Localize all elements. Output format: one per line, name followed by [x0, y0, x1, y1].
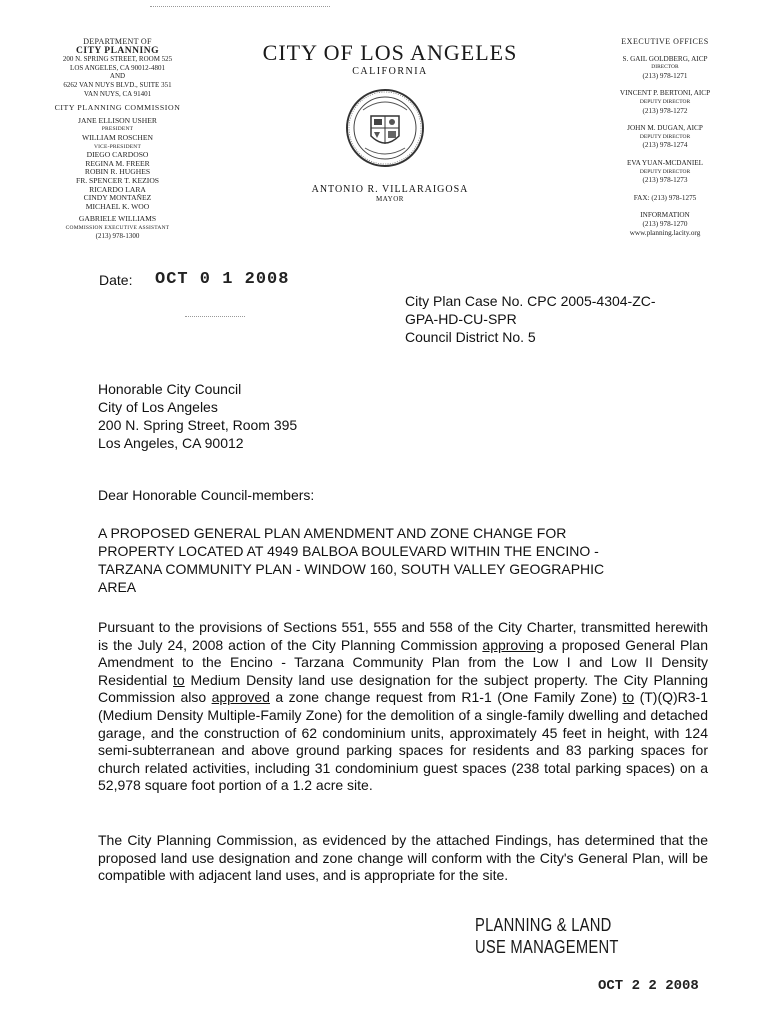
- officer-phone: (213) 978-1273: [642, 176, 688, 185]
- member-name: WILLIAM ROSCHEN: [81, 132, 154, 142]
- case-reference: [405, 292, 715, 346]
- council-district: Council District No. 5: [405, 329, 536, 345]
- mayor-title: MAYOR: [376, 195, 404, 203]
- date-stamp: OCT 0 1 2008: [155, 270, 290, 289]
- salutation: Dear Honorable Council-members:: [98, 487, 315, 503]
- city-seal-icon: [345, 88, 425, 168]
- address1-line1: 200 N. SPRING STREET, ROOM 525: [62, 55, 173, 64]
- approved-emphasis: approved: [211, 689, 270, 706]
- received-stamp: [475, 914, 619, 958]
- address2-line1: 6262 VAN NUYS BLVD., SUITE 351: [63, 80, 172, 89]
- member-role: PRESIDENT: [101, 126, 134, 133]
- officer-role: DIRECTOR: [651, 64, 679, 71]
- subject-line4: AREA: [98, 579, 137, 595]
- officer-name: VINCENT P. BERTONI, AICP: [619, 89, 711, 98]
- website-link[interactable]: www.planning.lacity.org: [629, 228, 701, 237]
- fax-number: FAX: (213) 978-1275: [633, 193, 697, 202]
- recipient-line4: Los Angeles, CA 90012: [98, 435, 244, 451]
- dept-line2: CITY PLANNING: [76, 45, 159, 56]
- stamp-line2: USE MANAGEMENT: [475, 937, 619, 957]
- officer-phone: (213) 978-1271: [642, 71, 688, 80]
- commission-title: CITY PLANNING COMMISSION: [54, 103, 181, 113]
- recipient-address: [98, 380, 297, 452]
- mayor-name: ANTONIO R. VILLARAIGOSA: [311, 184, 469, 195]
- member-name: JANE ELLISON USHER: [78, 115, 157, 125]
- assistant-name: GABRIELE WILLIAMS: [78, 214, 157, 224]
- scan-artifact: [185, 316, 245, 317]
- member-name: MICHAEL K. WOO: [85, 201, 150, 211]
- member-name: ROBIN R. HUGHES: [84, 167, 151, 177]
- executive-offices-block: [600, 38, 730, 237]
- assistant-phone: (213) 978-1300: [95, 232, 140, 241]
- stamp-line1: PLANNING & LAND: [475, 915, 612, 935]
- state-title: CALIFORNIA: [352, 66, 428, 77]
- member-name: REGINA M. FREER: [85, 158, 150, 168]
- member-name: FR. SPENCER T. KEZIOS: [75, 175, 160, 185]
- assistant-role: COMMISSION EXECUTIVE ASSISTANT: [65, 224, 170, 231]
- received-stamp-date: OCT 2 2 2008: [598, 978, 699, 994]
- officer-phone: (213) 978-1274: [642, 141, 688, 150]
- information-phone: (213) 978-1270: [642, 219, 688, 228]
- body-paragraph-2: The City Planning Commission, as evidenced by the attached Findings, has determined that the proposed land use designation and zone change will conform with the City's General Plan, will be compatible with adjacent land uses, and is appropriate for the site.: [98, 832, 708, 884]
- commission-members: [30, 117, 205, 212]
- officer-phone: (213) 978-1272: [642, 106, 688, 115]
- subject-line2: PROPERTY LOCATED AT 4949 BALBOA BOULEVARD WITHIN THE ENCINO -: [98, 543, 599, 559]
- to-emphasis: to: [173, 671, 185, 688]
- recipient-line3: 200 N. Spring Street, Room 395: [98, 417, 298, 433]
- case-number-line2: GPA-HD-CU-SPR: [405, 311, 517, 327]
- subject-line3: TARZANA COMMUNITY PLAN - WINDOW 160, SOUTH VALLEY GEOGRAPHIC: [98, 561, 605, 577]
- recipient-line2: City of Los Angeles: [98, 399, 218, 415]
- subject-line1: A PROPOSED GENERAL PLAN AMENDMENT AND ZONE CHANGE FOR: [98, 525, 567, 541]
- approving-emphasis: approving: [482, 636, 544, 653]
- to-emphasis: to: [622, 689, 635, 706]
- dept-line1: DEPARTMENT OF: [83, 37, 152, 46]
- date-label: Date:: [99, 272, 133, 288]
- address2-line2: VAN NUYS, CA 91401: [83, 89, 152, 98]
- recipient-line1: Honorable City Council: [98, 381, 242, 397]
- address1-line2: LOS ANGELES, CA 90012-4801: [70, 63, 165, 72]
- officer-name: EVA YUAN-MCDANIEL: [626, 158, 704, 167]
- mayor-block: [300, 184, 480, 203]
- city-title: CITY OF LOS ANGELES: [262, 40, 518, 65]
- member-role: VICE-PRESIDENT: [93, 143, 142, 150]
- officer-name: JOHN M. DUGAN, AICP: [627, 124, 703, 133]
- officer-role: DEPUTY DIRECTOR: [639, 133, 691, 140]
- officer-role: DEPUTY DIRECTOR: [639, 168, 691, 175]
- information-label: INFORMATION: [640, 211, 690, 220]
- member-name: CINDY MONTAÑEZ: [83, 193, 152, 203]
- member-name: RICARDO LARA: [89, 184, 146, 194]
- officer-role: DEPUTY DIRECTOR: [639, 98, 691, 105]
- scan-artifact: [150, 6, 330, 9]
- body-paragraph-1: Pursuant to the provisions of Sections 551, 555 and 558 of the City Charter, transmitted herewith is the July 24, 2008 action of the City Planning Commission approving a proposed General Plan Amendment to the Encino - Tarzana Community Plan from the Low I and Low II Density Residential to Medium Density land use designation for the subject property. The City Planning Commission also approved a zone change request from R1-1 (One Family Zone) to (T)(Q)R3-1 (Medium Density Multiple-Family Zone) for the demolition of a single-family dwelling and detached garage, and the construction of 62 condominium units, approximately 45 feet in height, with 124 semi-subterranean and above ground parking spaces for residents and 83 parking spaces for church related activities, including 31 condominium guest spaces (238 total parking spaces) on a 52,978 square foot portion of a 1.2 acre site.: [98, 619, 709, 794]
- member-name: DIEGO CARDOSO: [86, 150, 149, 160]
- address-and: AND: [109, 72, 126, 81]
- subject-heading: [98, 524, 673, 596]
- officer-name: S. GAIL GOLDBERG, AICP: [622, 54, 708, 63]
- executive-heading: EXECUTIVE OFFICES: [621, 37, 709, 46]
- planning-department-block: [30, 38, 205, 241]
- case-number-line1: City Plan Case No. CPC 2005-4304-ZC-: [405, 293, 656, 309]
